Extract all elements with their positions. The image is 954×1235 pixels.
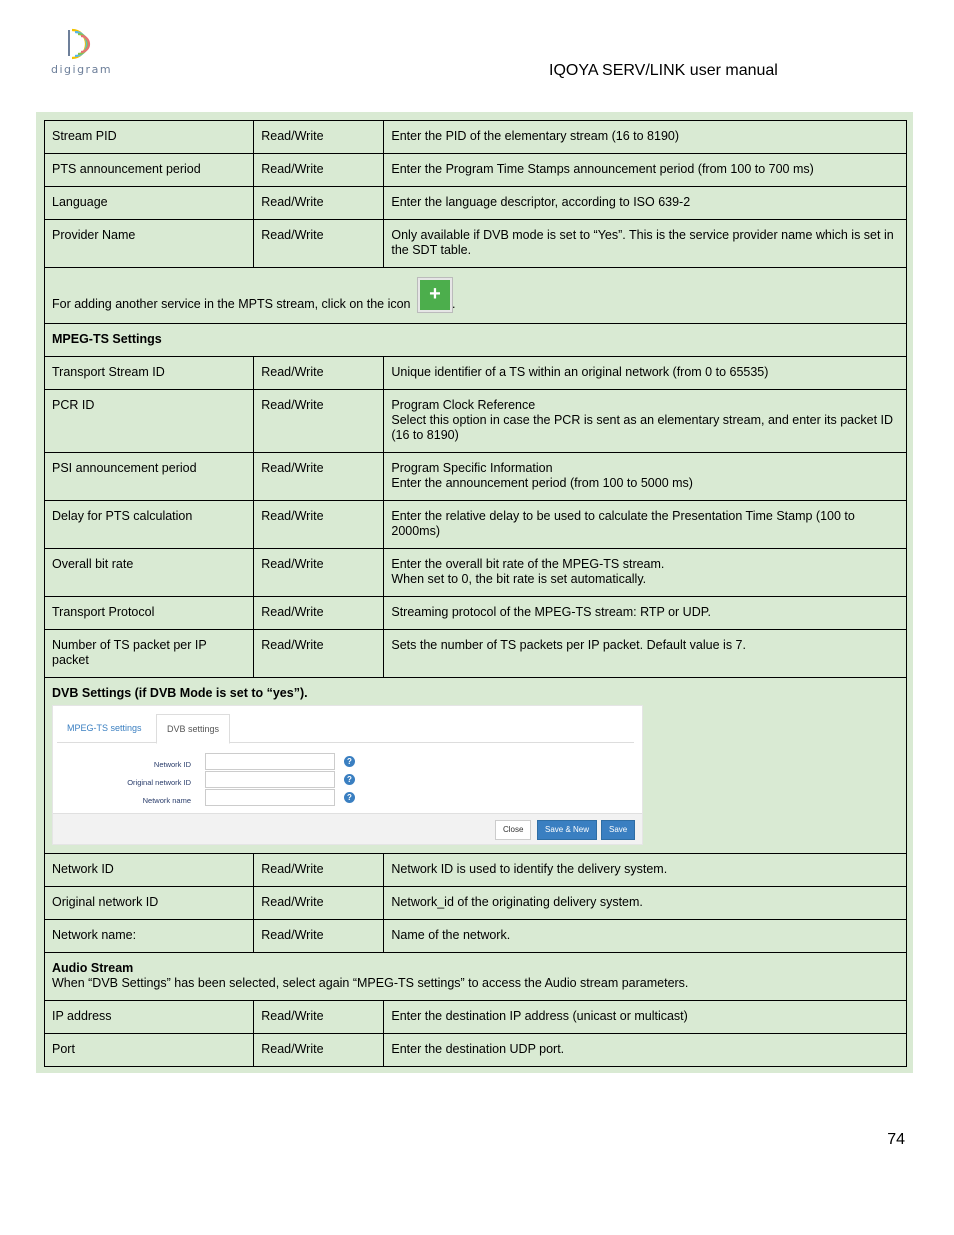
tab-dvb-settings[interactable]: DVB settings bbox=[156, 714, 230, 744]
table-row bbox=[45, 121, 907, 154]
param-name: Transport Stream ID bbox=[45, 357, 254, 390]
param-name: PCR ID bbox=[45, 390, 254, 453]
param-desc: Streaming protocol of the MPEG-TS stream: RTP or UDP. bbox=[384, 597, 907, 630]
dvb-settings-row bbox=[45, 678, 907, 854]
section-header-mpegts bbox=[45, 324, 907, 357]
table-row bbox=[45, 1034, 907, 1067]
param-name: Number of TS packet per IP packet bbox=[45, 630, 254, 678]
param-name: Overall bit rate bbox=[45, 549, 254, 597]
help-icon[interactable]: ? bbox=[344, 792, 355, 803]
tab-mpegts-settings[interactable]: MPEG-TS settings bbox=[67, 723, 142, 733]
table-row bbox=[45, 187, 907, 220]
param-access: Read/Write bbox=[254, 453, 384, 501]
param-access: Read/Write bbox=[254, 1034, 384, 1067]
param-name: Network name: bbox=[45, 920, 254, 953]
param-access: Read/Write bbox=[254, 630, 384, 678]
param-desc: Enter the PID of the elementary stream (16 to 8190) bbox=[384, 121, 907, 154]
help-icon[interactable]: ? bbox=[344, 774, 355, 785]
network-name-input[interactable] bbox=[205, 789, 335, 806]
param-desc: Enter the language descriptor, according to ISO 639-2 bbox=[384, 187, 907, 220]
parameters-table bbox=[44, 120, 907, 1067]
param-name: Provider Name bbox=[45, 220, 254, 268]
param-access: Read/Write bbox=[254, 187, 384, 220]
close-button[interactable]: Close bbox=[495, 820, 531, 840]
section-title: MPEG-TS Settings bbox=[45, 324, 907, 357]
param-desc: Enter the destination UDP port. bbox=[384, 1034, 907, 1067]
save-button[interactable]: Save bbox=[601, 820, 635, 840]
table-row bbox=[45, 154, 907, 187]
table-row bbox=[45, 854, 907, 887]
param-access: Read/Write bbox=[254, 1001, 384, 1034]
logo-text: digigram bbox=[51, 63, 113, 76]
save-new-button[interactable]: Save & New bbox=[537, 820, 597, 840]
param-desc: Sets the number of TS packets per IP packet. Default value is 7. bbox=[384, 630, 907, 678]
desc-line: Enter the announcement period (from 100 to 5000 ms) bbox=[391, 476, 693, 490]
field-label: Original network ID bbox=[127, 778, 191, 787]
param-name: Delay for PTS calculation bbox=[45, 501, 254, 549]
param-access: Read/Write bbox=[254, 597, 384, 630]
param-access: Read/Write bbox=[254, 549, 384, 597]
table-row bbox=[45, 630, 907, 678]
add-service-row bbox=[45, 268, 907, 324]
dvb-tabs bbox=[57, 714, 634, 743]
desc-line: Program Specific Information bbox=[391, 461, 553, 475]
table-row bbox=[45, 887, 907, 920]
param-name: PSI announcement period bbox=[45, 453, 254, 501]
param-desc: Enter the Program Time Stamps announcement period (from 100 to 700 ms) bbox=[384, 154, 907, 187]
desc-line: Program Clock Reference bbox=[391, 398, 536, 412]
add-service-text: For adding another service in the MPTS stream, click on the icon bbox=[52, 297, 411, 311]
param-access: Read/Write bbox=[254, 920, 384, 953]
section-title: Audio Stream bbox=[52, 961, 134, 975]
desc-line: When set to 0, the bit rate is set automatically. bbox=[391, 572, 647, 586]
param-desc: Unique identifier of a TS within an original network (from 0 to 65535) bbox=[384, 357, 907, 390]
param-desc: Network_id of the originating delivery system. bbox=[384, 887, 907, 920]
param-access: Read/Write bbox=[254, 390, 384, 453]
help-icon[interactable]: ? bbox=[344, 756, 355, 767]
section-header-audio bbox=[45, 953, 907, 1001]
section-desc: When “DVB Settings” has been selected, select again “MPEG-TS settings” to access the Audio stream parameters. bbox=[52, 976, 689, 990]
param-access: Read/Write bbox=[254, 854, 384, 887]
param-name: Network ID bbox=[45, 854, 254, 887]
param-access: Read/Write bbox=[254, 887, 384, 920]
desc-line: Enter the overall bit rate of the MPEG-TS stream. bbox=[391, 557, 665, 571]
param-access: Read/Write bbox=[254, 501, 384, 549]
table-row bbox=[45, 597, 907, 630]
param-name: PTS announcement period bbox=[45, 154, 254, 187]
network-id-input[interactable] bbox=[205, 753, 335, 770]
param-desc bbox=[384, 390, 907, 453]
param-desc bbox=[384, 549, 907, 597]
document-title: IQOYA SERV/LINK user manual bbox=[549, 62, 778, 79]
param-name: Original network ID bbox=[45, 887, 254, 920]
param-desc: Network ID is used to identify the delivery system. bbox=[384, 854, 907, 887]
param-name: Language bbox=[45, 187, 254, 220]
field-label: Network name bbox=[142, 796, 191, 805]
table-row bbox=[45, 357, 907, 390]
table-row bbox=[45, 390, 907, 453]
param-desc: Only available if DVB mode is set to “Yes”. This is the service provider name which is set in the SDT table. bbox=[384, 220, 907, 268]
table-row bbox=[45, 920, 907, 953]
param-access: Read/Write bbox=[254, 121, 384, 154]
param-desc: Name of the network. bbox=[384, 920, 907, 953]
dialog-footer bbox=[53, 813, 642, 844]
plus-icon[interactable]: + bbox=[418, 278, 452, 312]
field-label: Network ID bbox=[153, 760, 191, 769]
desc-line: Select this option in case the PCR is sent as an elementary stream, and enter its packet ID (16 to 8190) bbox=[391, 413, 894, 442]
param-name: Transport Protocol bbox=[45, 597, 254, 630]
table-row bbox=[45, 1001, 907, 1034]
original-network-id-input[interactable] bbox=[205, 771, 335, 788]
dvb-settings-screenshot bbox=[52, 705, 643, 845]
table-row bbox=[45, 501, 907, 549]
param-name: Stream PID bbox=[45, 121, 254, 154]
table-row bbox=[45, 220, 907, 268]
param-name: Port bbox=[45, 1034, 254, 1067]
table-row bbox=[45, 549, 907, 597]
table-row bbox=[45, 453, 907, 501]
dvb-title: DVB Settings (if DVB Mode is set to “yes”). bbox=[52, 686, 308, 700]
param-access: Read/Write bbox=[254, 357, 384, 390]
param-name: IP address bbox=[45, 1001, 254, 1034]
param-access: Read/Write bbox=[254, 154, 384, 187]
param-desc: Enter the destination IP address (unicast or multicast) bbox=[384, 1001, 907, 1034]
add-service-suffix: . bbox=[451, 297, 456, 311]
page-number: 74 bbox=[887, 1131, 905, 1148]
param-desc bbox=[384, 453, 907, 501]
param-access: Read/Write bbox=[254, 220, 384, 268]
param-desc: Enter the relative delay to be used to calculate the Presentation Time Stamp (100 to 2000ms) bbox=[384, 501, 907, 549]
